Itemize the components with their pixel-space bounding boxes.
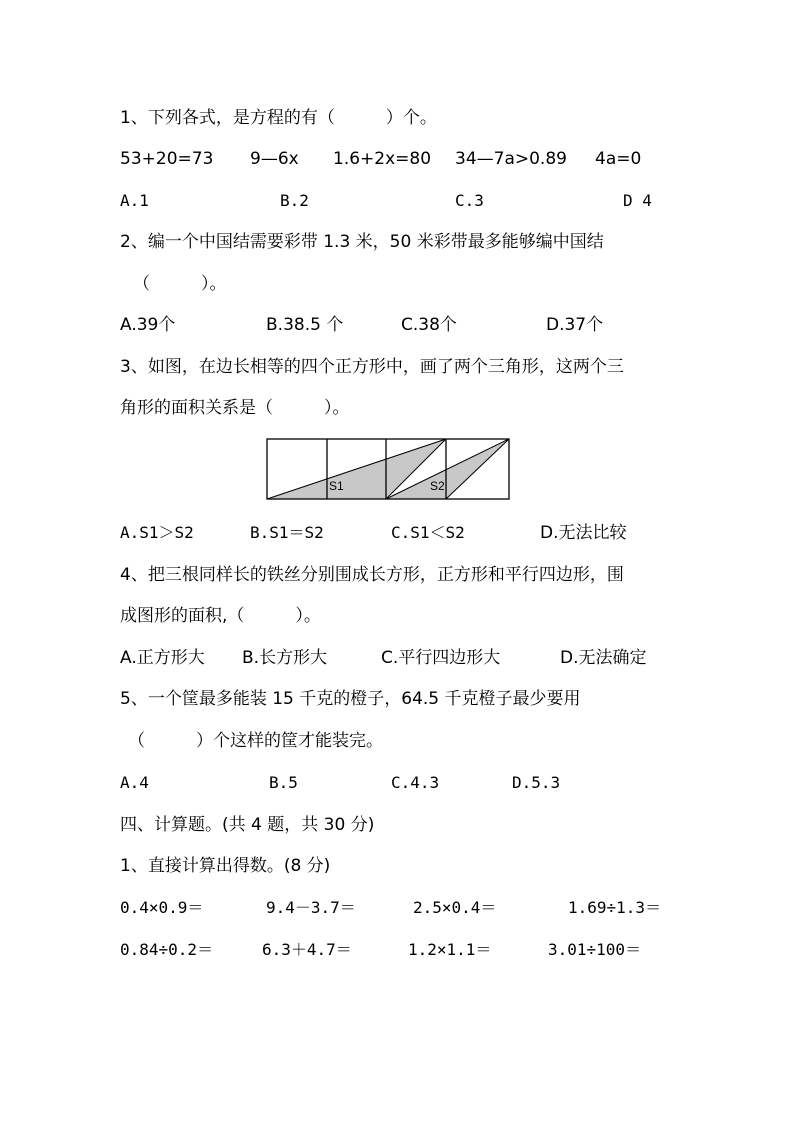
q1-expression: 9—6x	[250, 149, 299, 169]
q5-option-b: B.5	[269, 773, 298, 792]
calc-item: 9.4－3.7＝	[266, 898, 356, 917]
q3-stem-line2: 角形的面积关系是（ ）。	[120, 398, 350, 418]
q5-option-a: A.4	[120, 773, 149, 792]
q5-option-c: C.4.3	[391, 773, 440, 792]
q3-option-d: D.无法比较	[540, 523, 627, 543]
section4-sub1: 1、直接计算出得数。(8 分)	[120, 856, 331, 876]
calc-item: 2.5×0.4＝	[413, 898, 497, 917]
calc-item: 0.84÷0.2＝	[120, 940, 214, 959]
q4-stem-line1: 4、把三根同样长的铁丝分别围成长方形，正方形和平行四边形，围	[120, 565, 624, 585]
section4-title: 四、计算题。(共 4 题，共 30 分)	[120, 815, 375, 835]
q3-stem-line1: 3、如图，在边长相等的四个正方形中，画了两个三角形，这两个三	[120, 357, 624, 377]
label-s1: S1	[329, 479, 344, 493]
q5-option-d: D.5.3	[512, 773, 561, 792]
q1-expression: 34—7a>0.89	[455, 149, 567, 169]
q2-option-d: D.37个	[546, 315, 604, 335]
q1-expression: 1.6+2x=80	[333, 149, 432, 169]
q2-option-b: B.38.5 个	[266, 315, 344, 335]
q1-option-d: D 4	[623, 191, 652, 210]
q4-stem-line2: 成图形的面积,（ ）。	[120, 606, 321, 626]
q3-option-a: A.S1＞S2	[120, 523, 194, 542]
q2-option-a: A.39个	[120, 315, 176, 335]
calc-item: 6.3＋4.7＝	[262, 940, 352, 959]
q4-option-a: A.正方形大	[120, 648, 205, 668]
q3-option-b: B.S1＝S2	[250, 523, 324, 542]
calc-item: 0.4×0.9＝	[120, 898, 204, 917]
q5-stem-line1: 5、一个筐最多能装 15 千克的橙子，64.5 千克橙子最少要用	[120, 689, 581, 709]
label-s2: S2	[430, 479, 445, 493]
q4-option-c: C.平行四边形大	[381, 648, 501, 668]
q2-stem-line2: （ ）。	[133, 274, 227, 294]
q1-expression: 53+20=73	[120, 149, 214, 169]
q3-option-c: C.S1＜S2	[391, 523, 465, 542]
q1-option-b: B.2	[280, 191, 309, 210]
q2-option-c: C.38个	[401, 315, 457, 335]
squares-triangles-figure	[266, 438, 510, 500]
calc-item: 1.2×1.1＝	[408, 940, 492, 959]
q1-option-a: A.1	[120, 191, 149, 210]
q1-option-c: C.3	[455, 191, 484, 210]
q5-stem-line2: （ ）个这样的筐才能装完。	[128, 731, 383, 751]
calc-item: 1.69÷1.3＝	[568, 898, 662, 917]
q2-stem-line1: 2、编一个中国结需要彩带 1.3 米，50 米彩带最多能够编中国结	[120, 232, 604, 252]
q1-stem: 1、下列各式，是方程的有（ ）个。	[120, 108, 437, 128]
q4-option-b: B.长方形大	[242, 648, 328, 668]
q1-expression: 4a=0	[595, 149, 642, 169]
calc-item: 3.01÷100＝	[548, 940, 642, 959]
q4-option-d: D.无法确定	[560, 648, 647, 668]
